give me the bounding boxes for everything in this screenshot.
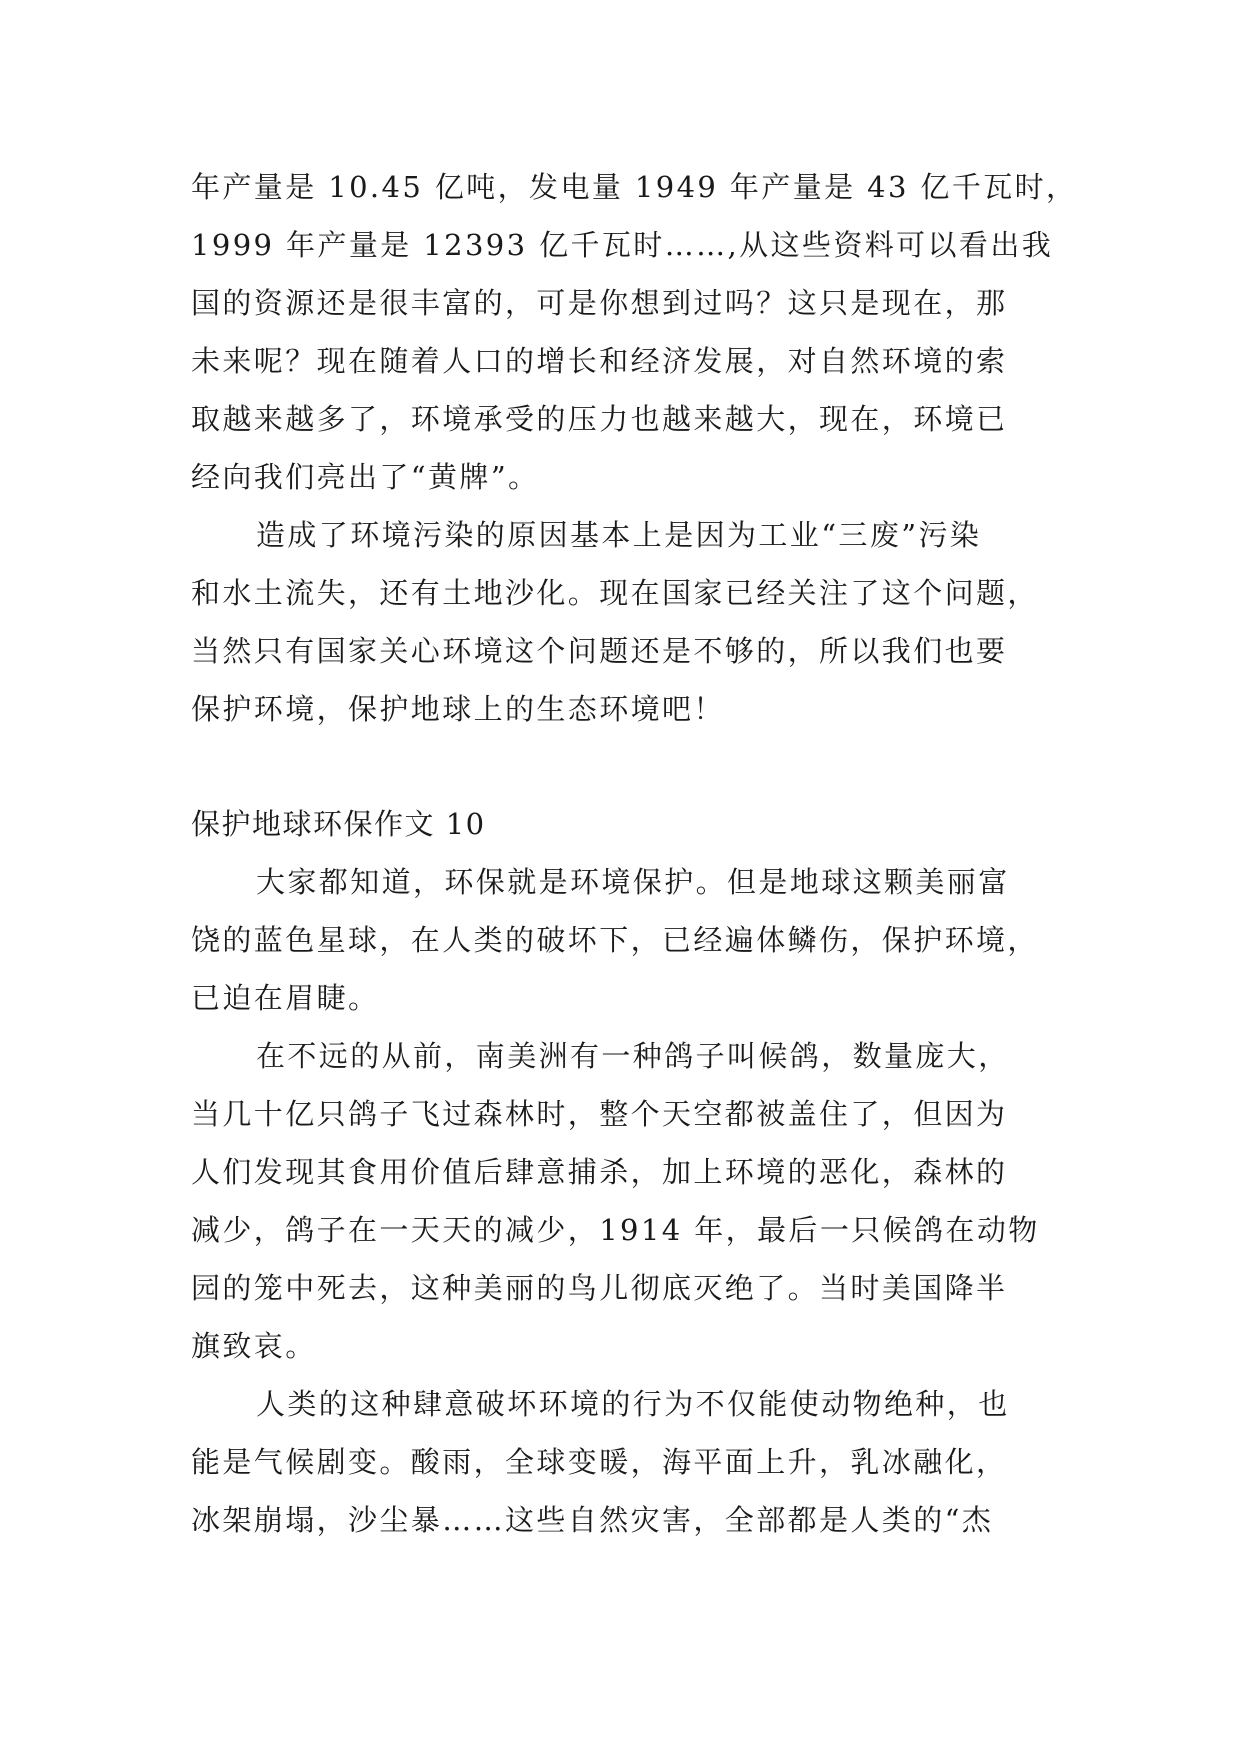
- text-line: 造成了环境污染的原因基本上是因为工业“三废”污染: [256, 518, 982, 552]
- text-line: 当几十亿只鸽子飞过森林时，整个天空都被盖住了，但因为: [191, 1097, 1008, 1131]
- text-line: 旗致哀。: [191, 1329, 317, 1363]
- text-line: 年产量是 10.45 亿吨，发电量 1949 年产量是 43 亿千瓦时，: [191, 170, 1078, 204]
- text-line: 饶的蓝色星球，在人类的破坏下，已经遍体鳞伤，保护环境，: [191, 923, 1039, 957]
- text-line: 保护环境，保护地球上的生态环境吧！: [191, 692, 725, 726]
- section-heading: 保护地球环保作文 10: [191, 807, 486, 841]
- text-line: 未来呢？现在随着人口的增长和经济发展，对自然环境的索: [191, 344, 1008, 378]
- text-line: 大家都知道，环保就是环境保护。但是地球这颗美丽富: [256, 865, 1010, 899]
- text-line: 园的笼中死去，这种美丽的鸟儿彻底灭绝了。当时美国降半: [191, 1271, 1008, 1305]
- text-line: 和水土流失，还有土地沙化。现在国家已经关注了这个问题，: [191, 576, 1039, 610]
- text-line: 冰架崩塌，沙尘暴……这些自然灾害，全部都是人类的“杰: [191, 1503, 994, 1537]
- text-line: 经向我们亮出了“黄牌”。: [191, 460, 540, 494]
- text-line: 人类的这种肆意破坏环境的行为不仅能使动物绝种，也: [256, 1387, 1010, 1421]
- text-line: 1999 年产量是 12393 亿千瓦时……,从这些资料可以看出我: [191, 228, 1054, 262]
- text-line: 减少，鸽子在一天天的减少，1914 年，最后一只候鸽在动物: [191, 1213, 1040, 1247]
- text-line: 人们发现其食用价值后肆意捕杀，加上环境的恶化，森林的: [191, 1155, 1008, 1189]
- text-line: 能是气候剧变。酸雨，全球变暖，海平面上升，乳冰融化，: [191, 1445, 1008, 1479]
- text-line: 已迫在眉睫。: [191, 981, 380, 1015]
- text-line: 国的资源还是很丰富的，可是你想到过吗？这只是现在，那: [191, 286, 1008, 320]
- text-line: 当然只有国家关心环境这个问题还是不够的，所以我们也要: [191, 634, 1008, 668]
- text-line: 取越来越多了，环境承受的压力也越来越大，现在，环境已: [191, 402, 1008, 436]
- text-line: 在不远的从前，南美洲有一种鸽子叫候鸽，数量庞大，: [256, 1039, 1010, 1073]
